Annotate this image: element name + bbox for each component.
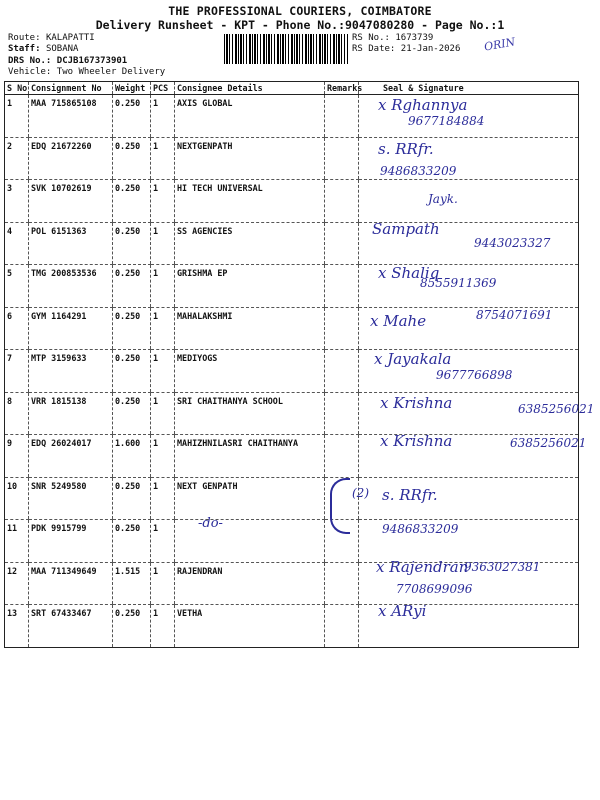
col-weight: Weight xyxy=(113,82,151,95)
signature-10-mark: (2) xyxy=(352,486,369,500)
signature-6-phone: 8754071691 xyxy=(476,308,553,322)
table-row: 11 PDK 9915799 0.250 1 xyxy=(5,520,579,563)
col-remarks: Remarks xyxy=(325,82,359,95)
signature-2-phone: 9486833209 xyxy=(380,164,457,178)
signature-3: Jayk. xyxy=(428,192,458,206)
table-row: 7 MTP 3159633 0.250 1 MEDIYOGS xyxy=(5,350,579,393)
runsheet-title: Delivery Runsheet - KPT - Phone No.:9047080280 - Page No.:1 xyxy=(95,18,505,32)
signature-13: x ARyi xyxy=(378,602,427,620)
rs-no-value: 1673739 xyxy=(395,33,434,43)
col-consignment: Consignment No xyxy=(29,82,113,95)
signature-9-phone: 6385256021 xyxy=(510,436,587,450)
rs-date-line: RS Date: 21-Jan-2026 xyxy=(352,44,461,54)
table-row: 4 POL 6151363 0.250 1 SS AGENCIES xyxy=(5,222,579,265)
bracket-mark xyxy=(330,478,350,534)
col-pcs: PCS xyxy=(151,82,175,95)
signature-12-phone1: 9363027381 xyxy=(464,560,541,574)
signature-4: Sampath xyxy=(372,220,440,238)
table-header xyxy=(5,82,579,95)
table-row: 2 EDQ 21672260 0.250 1 NEXTGENPATH xyxy=(5,137,579,180)
signature-6: x Mahe xyxy=(370,312,427,330)
signature-10: s. RRfr. xyxy=(382,486,438,504)
company-title: THE PROFESSIONAL COURIERS, COIMBATORE xyxy=(168,4,432,18)
signature-12-phone2: 7708699096 xyxy=(396,582,473,596)
barcode xyxy=(224,34,348,64)
drs-line: DRS No.: DCJB167373901 xyxy=(8,56,128,66)
table-row: 13 SRT 67433467 0.250 1 VETHA xyxy=(5,605,579,648)
table-row: 1 MAA 715865108 0.250 1 AXIS GLOBAL xyxy=(5,95,579,138)
signature-5-phone: 8555911369 xyxy=(420,276,497,290)
route-line: Route: KALAPATTI xyxy=(8,33,95,43)
table-row: 3 SVK 10702619 0.250 1 HI TECH UNIVERSAL xyxy=(5,180,579,223)
table-row: 6 GYM 1164291 0.250 1 MAHALAKSHMI xyxy=(5,307,579,350)
col-seal: Seal & Signature xyxy=(359,82,579,95)
vehicle-line: Vehicle: Two Wheeler Delivery xyxy=(8,67,166,77)
handwritten-stamp: ORIN xyxy=(483,35,517,54)
col-sno: S No xyxy=(5,82,29,95)
rs-no-line: RS No.: 1673739 xyxy=(352,33,434,43)
table-row: 12 MAA 711349649 1.515 1 RAJENDRAN xyxy=(5,562,579,605)
signature-7-phone: 9677766898 xyxy=(436,368,513,382)
signature-7: x Jayakala xyxy=(374,350,452,368)
signature-11-phone: 9486833209 xyxy=(382,522,459,536)
signature-9: x Krishna xyxy=(380,432,453,450)
signature-2: s. RRfr. xyxy=(378,140,434,158)
signature-8-phone: 6385256021 xyxy=(518,402,595,416)
vehicle-value: Two Wheeler Delivery xyxy=(56,67,166,77)
signature-1-phone: 9677184884 xyxy=(408,114,485,128)
signature-5: x Shaliq xyxy=(378,264,440,282)
signature-12: x Rajendran xyxy=(376,558,469,576)
drs-value: DCJB167373901 xyxy=(56,56,128,66)
rs-date-value: 21-Jan-2026 xyxy=(400,44,461,54)
signature-8: x Krishna xyxy=(380,394,453,412)
table-row: 8 VRR 1815138 0.250 1 SRI CHAITHANYA SCHOOL xyxy=(5,392,579,435)
route-value: KALAPATTI xyxy=(45,33,95,43)
signature-1: x Rghannya xyxy=(378,96,468,114)
staff-value: SOBANA xyxy=(45,44,79,54)
table-row: 5 TMG 200853536 0.250 1 GRISHMA EP xyxy=(5,265,579,308)
staff-line: Staff: SOBANA xyxy=(8,44,79,54)
ditto-mark: -do- xyxy=(198,516,223,531)
table-row: 10 SNR 5249580 0.250 1 NEXT GENPATH xyxy=(5,477,579,520)
signature-4-phone: 9443023327 xyxy=(474,236,551,250)
table-row: 9 EDQ 26024017 1.600 1 MAHIZHNILASRI CHAITHANYA xyxy=(5,435,579,478)
col-consignee: Consignee Details xyxy=(175,82,325,95)
